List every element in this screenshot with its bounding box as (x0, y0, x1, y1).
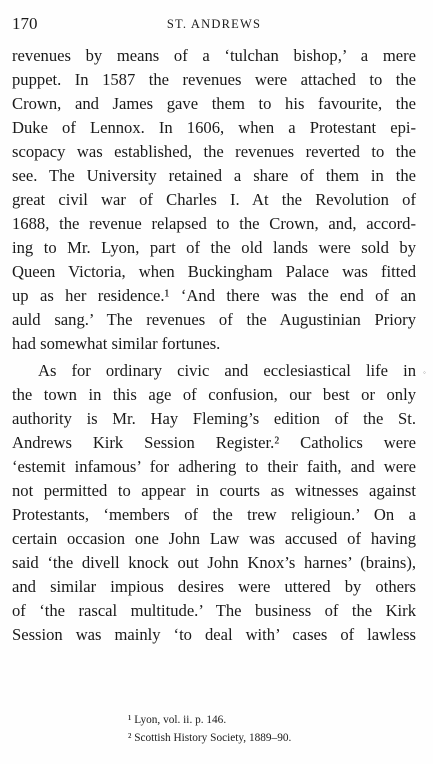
text-line: Session was mainly ‘to deal with’ cases of lawless (12, 625, 416, 644)
text-line: said ‘the divell knock out John Knox’s harnes’ (brains), (12, 553, 416, 572)
text-line: ing to Mr. Lyon, part of the old lands were sold by (12, 238, 416, 257)
text-line: Protestants, ‘members of the trew religioun.’ On a (12, 505, 416, 524)
text-line: great civil war of Charles I. At the Revolution of (12, 190, 416, 209)
text-line: Crown, and James gave them to his favourite, the (12, 94, 416, 113)
running-head: ST. ANDREWS (166, 17, 262, 31)
text-line: Duke of Lennox. In 1606, when a Protestant epi- (12, 118, 416, 137)
text-line: of ‘the rascal multitude.’ The business of the Kirk (12, 601, 416, 620)
text-line: and similar impious desires were uttered by others (12, 577, 416, 596)
footnote: ² Scottish History Society, 1889–90. (128, 732, 292, 744)
text-line: authority is Mr. Hay Fleming’s edition of the St. (12, 409, 416, 428)
text-line: had somewhat similar fortunes. (12, 334, 221, 353)
page-number: 170 (12, 14, 38, 33)
text-line: ‘estemit infamous’ for adhering to their faith, and were (12, 457, 416, 476)
text-line: Andrews Kirk Session Register.² Catholics were (12, 433, 416, 452)
text-line: up as her residence.¹ ‘And there was the end of an (12, 286, 416, 305)
page-header (12, 12, 416, 36)
footnote: ¹ Lyon, vol. ii. p. 146. (128, 714, 227, 726)
text-line: not permitted to appear in courts as witnesses against (12, 481, 416, 500)
text-line: the town in this age of confusion, our best or only (12, 385, 416, 404)
text-line: see. The University retained a share of them in the (12, 166, 416, 185)
text-line: 1688, the revenue relapsed to the Crown, and, accord- (12, 214, 416, 233)
text-line: puppet. In 1587 the revenues were attached to the (12, 70, 416, 89)
text-line: certain occasion one John Law was accused of having (12, 529, 416, 548)
text-line: scopacy was established, the revenues reverted to the (12, 142, 416, 161)
text-line: Queen Victoria, when Buckingham Palace was fitted (12, 262, 416, 281)
paragraph-start-line: As for ordinary civic and ecclesiastical life in (38, 361, 416, 380)
text-line: auld sang.’ The revenues of the Augustinian Priory (12, 310, 416, 329)
text-line: revenues by means of a ‘tulchan bishop,’ a mere (12, 46, 416, 65)
page-edge-mark: ◦ (423, 368, 426, 377)
